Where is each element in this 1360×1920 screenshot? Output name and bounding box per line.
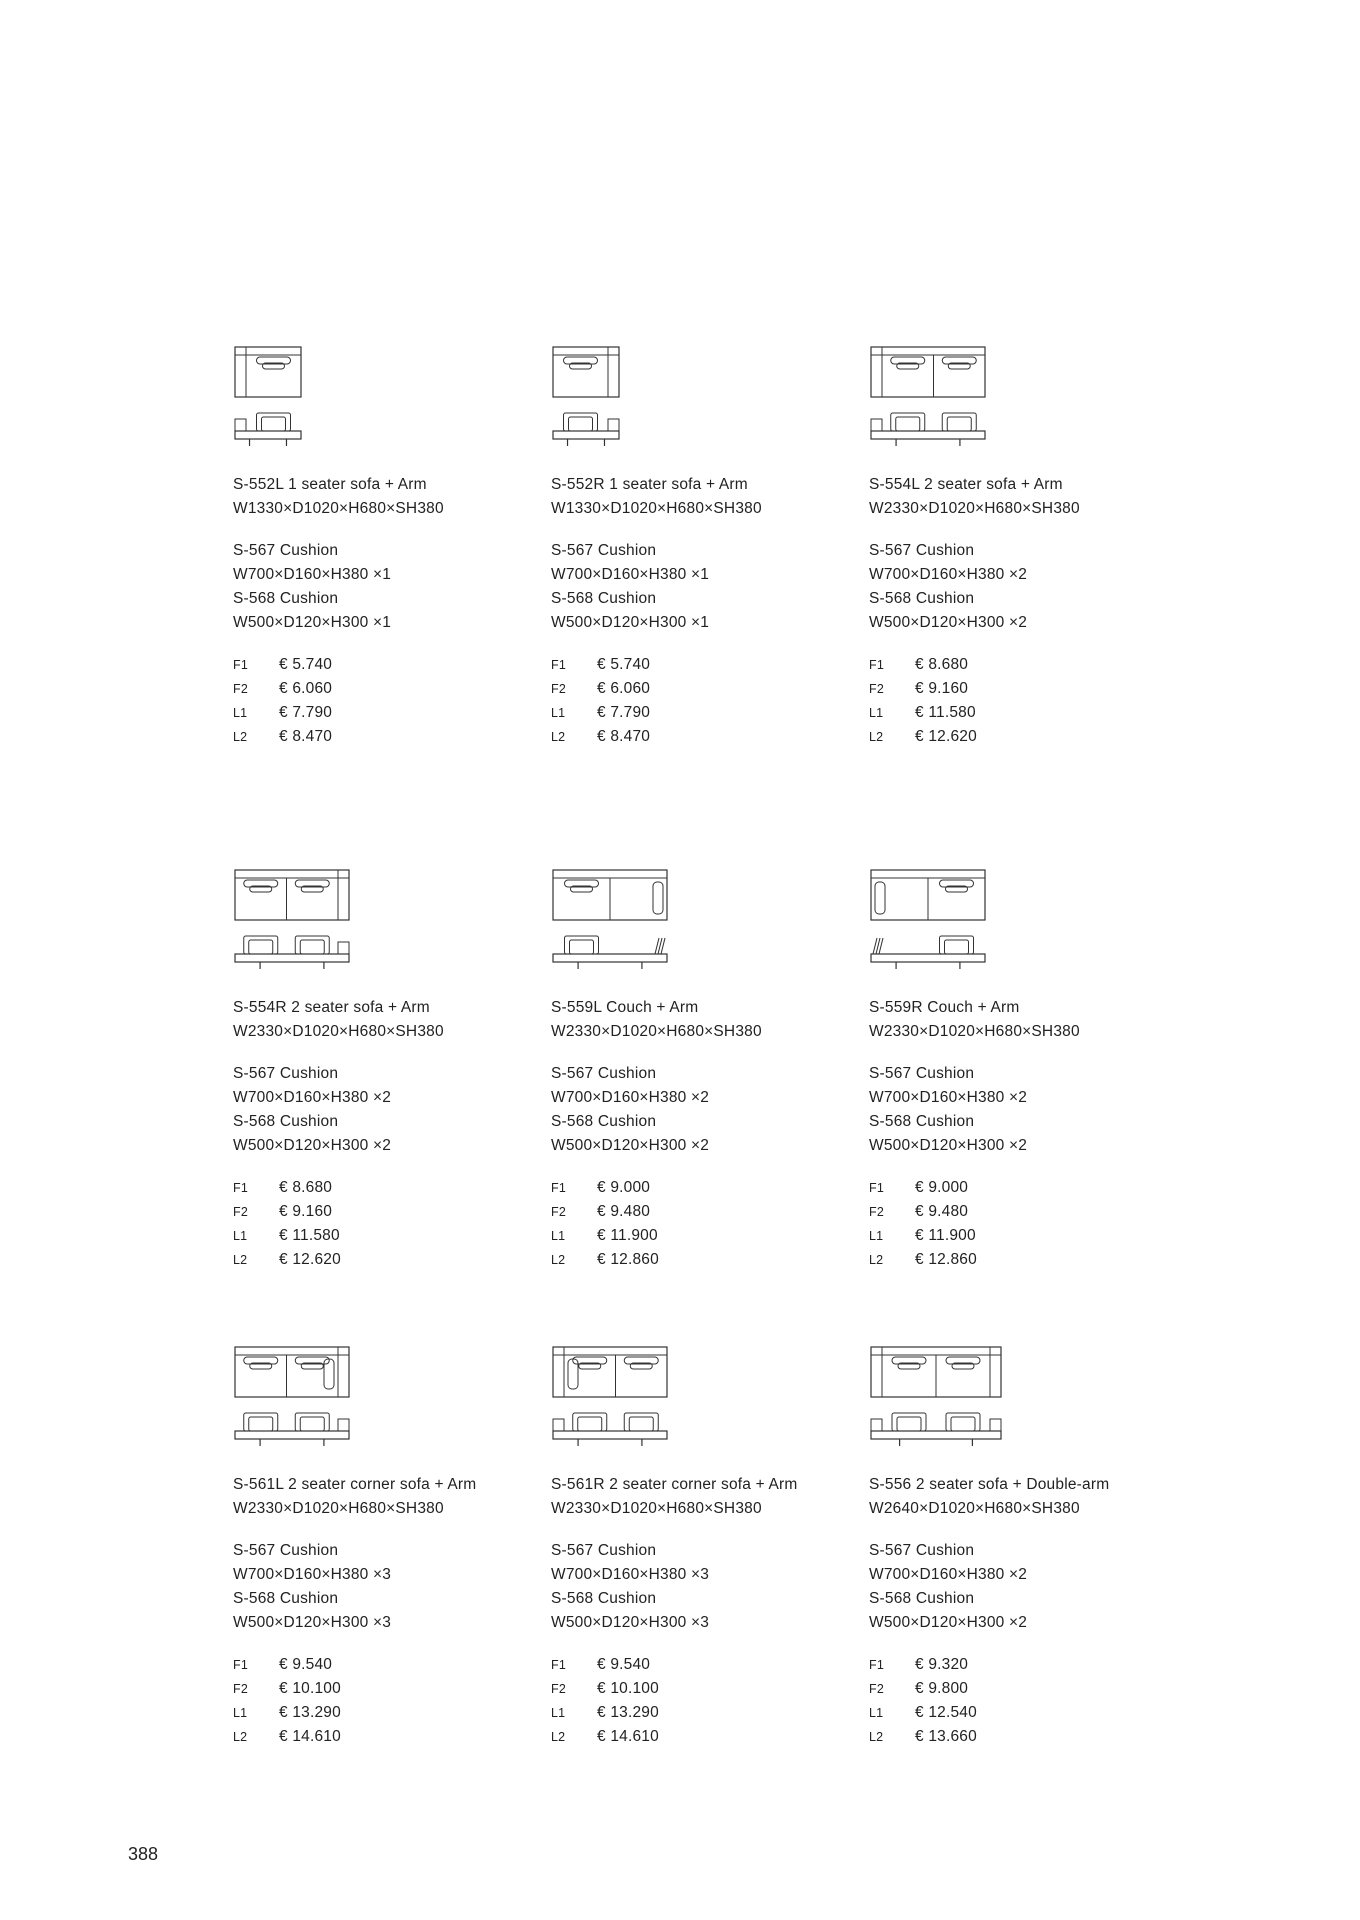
price-grade: F2 [869, 682, 884, 696]
price-grade: F1 [551, 1181, 566, 1195]
price-grade: F1 [551, 658, 566, 672]
product-title: S-554R 2 seater sofa + Arm [233, 999, 430, 1016]
price-list [869, 1653, 1159, 1749]
price-row [233, 1248, 523, 1272]
cushion-dimensions: W500×D120×H300 ×1 [233, 614, 392, 631]
price-row [869, 1677, 1159, 1701]
price-grade: F2 [551, 1205, 566, 1219]
price-value: € 13.290 [279, 1704, 341, 1721]
product-text [551, 473, 841, 749]
cushion-name: S-568 Cushion [233, 1113, 339, 1130]
cushion-name: S-567 Cushion [233, 1542, 339, 1559]
price-value: € 8.470 [279, 728, 333, 745]
price-value: € 14.610 [279, 1728, 341, 1745]
sofa-plan-icon [551, 343, 841, 453]
price-grade: F2 [551, 682, 566, 696]
price-value: € 11.900 [597, 1227, 658, 1244]
price-value: € 9.160 [915, 680, 969, 697]
price-row [233, 1176, 523, 1200]
cushion-name: S-568 Cushion [233, 590, 339, 607]
price-grade: L1 [233, 706, 248, 720]
product-card [869, 343, 1159, 745]
price-row [551, 1248, 841, 1272]
price-value: € 9.540 [597, 1656, 651, 1673]
product-text [869, 996, 1159, 1272]
product-dimensions: W1330×D1020×H680×SH380 [551, 500, 762, 517]
price-row [869, 1248, 1159, 1272]
price-value: € 9.000 [597, 1179, 651, 1196]
price-value: € 13.290 [597, 1704, 659, 1721]
price-value: € 13.660 [915, 1728, 977, 1745]
cushion-name: S-568 Cushion [869, 590, 975, 607]
product-text [551, 1473, 841, 1749]
product-title: S-561R 2 seater corner sofa + Arm [551, 1476, 798, 1493]
price-value: € 7.790 [279, 704, 333, 721]
price-value: € 12.620 [915, 728, 977, 745]
cushion-dimensions: W700×D160×H380 ×2 [869, 1089, 1028, 1106]
price-row [551, 725, 841, 749]
sofa-drawing [869, 1343, 1159, 1453]
price-list [869, 1176, 1159, 1272]
price-row [233, 1677, 523, 1701]
page-number: 388 [128, 1844, 159, 1864]
price-grade: L2 [551, 730, 566, 744]
price-value: € 10.100 [279, 1680, 341, 1697]
price-value: € 7.790 [597, 704, 651, 721]
price-value: € 14.610 [597, 1728, 659, 1745]
product-dimensions: W2330×D1020×H680×SH380 [233, 1023, 444, 1040]
cushion-name: S-567 Cushion [869, 1542, 975, 1559]
price-value: € 9.480 [915, 1203, 969, 1220]
cushion-name: S-568 Cushion [551, 590, 657, 607]
product-dimensions: W2330×D1020×H680×SH380 [551, 1023, 762, 1040]
price-row [869, 1725, 1159, 1749]
sofa-drawing [869, 343, 1159, 453]
cushion-dimensions: W700×D160×H380 ×1 [233, 566, 392, 583]
cushion-name: S-567 Cushion [869, 1065, 975, 1082]
sofa-drawing [233, 866, 523, 976]
cushion-dimensions: W500×D120×H300 ×2 [869, 1137, 1028, 1154]
price-value: € 11.580 [279, 1227, 340, 1244]
product-title: S-556 2 seater sofa + Double-arm [869, 1476, 1110, 1493]
price-value: € 5.740 [597, 656, 651, 673]
sofa-plan-icon [869, 343, 1159, 453]
price-value: € 6.060 [279, 680, 333, 697]
sofa-plan-icon [233, 866, 523, 976]
price-grade: F2 [551, 1682, 566, 1696]
price-list [551, 1176, 841, 1272]
price-value: € 5.740 [279, 656, 333, 673]
price-grade: L1 [869, 1229, 884, 1243]
price-row [551, 1677, 841, 1701]
price-grade: L2 [233, 730, 248, 744]
price-grade: L1 [551, 1229, 566, 1243]
price-grade: L1 [551, 1706, 566, 1720]
price-value: € 12.860 [597, 1251, 659, 1268]
price-grade: L1 [233, 1229, 248, 1243]
sofa-plan-icon [551, 1343, 841, 1453]
price-row [551, 1176, 841, 1200]
cushion-name: S-568 Cushion [869, 1113, 975, 1130]
price-row [869, 725, 1159, 749]
price-list [233, 653, 523, 749]
price-value: € 9.320 [915, 1656, 969, 1673]
price-value: € 12.860 [915, 1251, 977, 1268]
price-value: € 11.580 [915, 704, 976, 721]
sofa-drawing [233, 1343, 523, 1453]
price-row [869, 677, 1159, 701]
product-title: S-559R Couch + Arm [869, 999, 1020, 1016]
cushion-name: S-568 Cushion [869, 1590, 975, 1607]
price-list [233, 1176, 523, 1272]
sofa-drawing [551, 866, 841, 976]
price-grade: L2 [869, 1730, 884, 1744]
price-grade: F1 [869, 1658, 884, 1672]
price-grade: L2 [551, 1253, 566, 1267]
product-text [233, 996, 523, 1272]
cushion-name: S-568 Cushion [551, 1590, 657, 1607]
cushion-name: S-568 Cushion [233, 1590, 339, 1607]
product-dimensions: W2330×D1020×H680×SH380 [869, 1023, 1080, 1040]
price-value: € 12.620 [279, 1251, 341, 1268]
product-title: S-559L Couch + Arm [551, 999, 699, 1016]
cushion-name: S-568 Cushion [551, 1113, 657, 1130]
price-row [233, 1701, 523, 1725]
price-row [233, 1653, 523, 1677]
price-grade: L1 [551, 706, 566, 720]
price-row [869, 1701, 1159, 1725]
price-row [551, 1224, 841, 1248]
price-row [869, 653, 1159, 677]
price-grade: F2 [233, 682, 248, 696]
product-card [551, 343, 841, 745]
sofa-plan-icon [233, 1343, 523, 1453]
sofa-drawing [233, 343, 523, 453]
price-row [233, 677, 523, 701]
product-dimensions: W2330×D1020×H680×SH380 [869, 500, 1080, 517]
price-grade: F2 [233, 1205, 248, 1219]
price-list [869, 653, 1159, 749]
product-text [869, 1473, 1159, 1749]
price-value: € 8.470 [597, 728, 651, 745]
product-card [233, 343, 523, 745]
price-row [869, 701, 1159, 725]
product-card [551, 866, 841, 1268]
price-row [233, 1725, 523, 1749]
price-grade: L2 [869, 1253, 884, 1267]
cushion-dimensions: W700×D160×H380 ×1 [551, 566, 710, 583]
product-title: S-552L 1 seater sofa + Arm [233, 476, 427, 493]
price-value: € 9.000 [915, 1179, 969, 1196]
product-text [551, 996, 841, 1272]
cushion-dimensions: W500×D120×H300 ×2 [869, 614, 1028, 631]
cushion-dimensions: W500×D120×H300 ×2 [233, 1137, 392, 1154]
price-row [233, 701, 523, 725]
price-value: € 11.900 [915, 1227, 976, 1244]
cushion-dimensions: W700×D160×H380 ×3 [551, 1566, 710, 1583]
price-row [233, 1224, 523, 1248]
price-grade: F1 [551, 1658, 566, 1672]
price-row [551, 1701, 841, 1725]
product-dimensions: W1330×D1020×H680×SH380 [233, 500, 444, 517]
price-row [551, 701, 841, 725]
cushion-dimensions: W500×D120×H300 ×1 [551, 614, 710, 631]
price-grade: L2 [869, 730, 884, 744]
price-value: € 8.680 [915, 656, 969, 673]
product-card [233, 866, 523, 1268]
sofa-plan-icon [233, 343, 523, 453]
cushion-name: S-567 Cushion [869, 542, 975, 559]
price-row [869, 1224, 1159, 1248]
price-grade: F1 [233, 658, 248, 672]
product-card [551, 1343, 841, 1745]
cushion-dimensions: W700×D160×H380 ×2 [233, 1089, 392, 1106]
price-grade: F2 [869, 1682, 884, 1696]
price-value: € 9.540 [279, 1656, 333, 1673]
price-value: € 12.540 [915, 1704, 977, 1721]
product-dimensions: W2330×D1020×H680×SH380 [233, 1500, 444, 1517]
price-grade: L2 [233, 1730, 248, 1744]
price-value: € 9.160 [279, 1203, 333, 1220]
sofa-plan-icon [551, 866, 841, 976]
product-card [869, 1343, 1159, 1745]
price-grade: L1 [869, 706, 884, 720]
price-list [233, 1653, 523, 1749]
price-grade: F2 [869, 1205, 884, 1219]
cushion-name: S-567 Cushion [233, 1065, 339, 1082]
price-grade: L1 [869, 1706, 884, 1720]
sofa-plan-icon [869, 1343, 1159, 1453]
cushion-dimensions: W700×D160×H380 ×2 [869, 1566, 1028, 1583]
product-title: S-554L 2 seater sofa + Arm [869, 476, 1063, 493]
cushion-name: S-567 Cushion [551, 1065, 657, 1082]
price-row [551, 1653, 841, 1677]
sofa-drawing [551, 343, 841, 453]
cushion-dimensions: W700×D160×H380 ×3 [233, 1566, 392, 1583]
price-row [869, 1176, 1159, 1200]
product-text [233, 473, 523, 749]
price-row [551, 677, 841, 701]
price-row [551, 1725, 841, 1749]
price-row [233, 1200, 523, 1224]
cushion-name: S-567 Cushion [233, 542, 339, 559]
price-list [551, 1653, 841, 1749]
price-value: € 8.680 [279, 1179, 333, 1196]
cushion-dimensions: W500×D120×H300 ×3 [233, 1614, 392, 1631]
price-value: € 6.060 [597, 680, 651, 697]
product-text [233, 1473, 523, 1749]
price-grade: F1 [869, 658, 884, 672]
price-grade: L2 [551, 1730, 566, 1744]
product-text [869, 473, 1159, 749]
price-row [869, 1653, 1159, 1677]
product-dimensions: W2640×D1020×H680×SH380 [869, 1500, 1080, 1517]
product-card [869, 866, 1159, 1268]
cushion-dimensions: W500×D120×H300 ×2 [551, 1137, 710, 1154]
price-value: € 10.100 [597, 1680, 659, 1697]
sofa-drawing [869, 866, 1159, 976]
price-value: € 9.800 [915, 1680, 969, 1697]
price-row [551, 653, 841, 677]
cushion-name: S-567 Cushion [551, 1542, 657, 1559]
price-grade: F2 [233, 1682, 248, 1696]
price-row [869, 1200, 1159, 1224]
cushion-dimensions: W500×D120×H300 ×3 [551, 1614, 710, 1631]
price-grade: F1 [233, 1658, 248, 1672]
price-row [233, 653, 523, 677]
price-list [551, 653, 841, 749]
price-value: € 9.480 [597, 1203, 651, 1220]
product-title: S-561L 2 seater corner sofa + Arm [233, 1476, 477, 1493]
price-grade: L1 [233, 1706, 248, 1720]
product-card [233, 1343, 523, 1745]
cushion-dimensions: W700×D160×H380 ×2 [551, 1089, 710, 1106]
price-row [551, 1200, 841, 1224]
sofa-plan-icon [869, 866, 1159, 976]
sofa-drawing [551, 1343, 841, 1453]
price-grade: L2 [233, 1253, 248, 1267]
product-dimensions: W2330×D1020×H680×SH380 [551, 1500, 762, 1517]
cushion-dimensions: W700×D160×H380 ×2 [869, 566, 1028, 583]
product-title: S-552R 1 seater sofa + Arm [551, 476, 748, 493]
price-grade: F1 [233, 1181, 248, 1195]
cushion-dimensions: W500×D120×H300 ×2 [869, 1614, 1028, 1631]
price-grade: F1 [869, 1181, 884, 1195]
cushion-name: S-567 Cushion [551, 542, 657, 559]
price-row [233, 725, 523, 749]
